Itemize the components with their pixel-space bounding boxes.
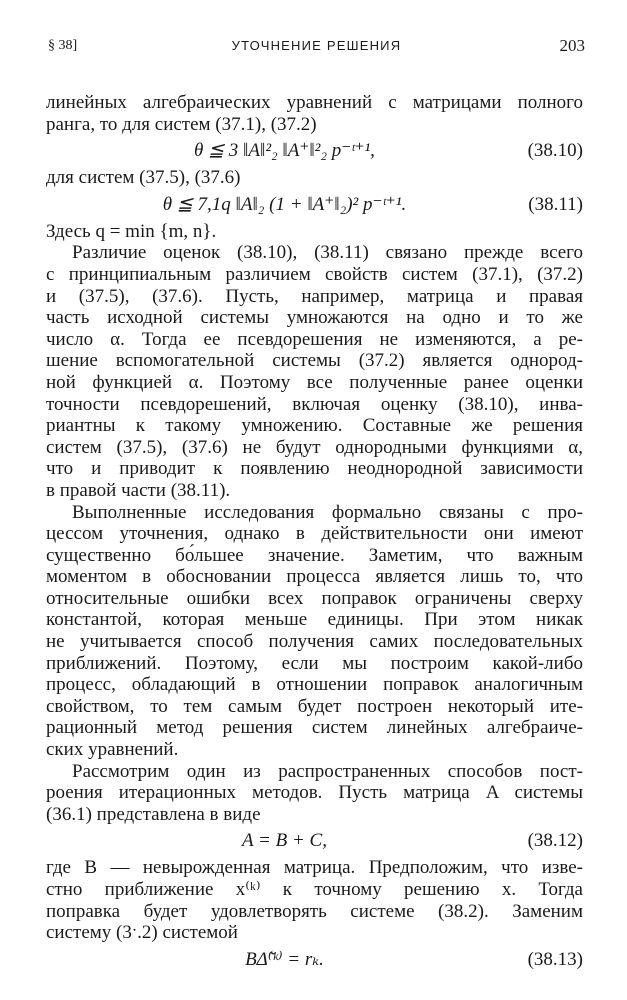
formula-number: (38.13) — [527, 948, 583, 970]
text-line: поправка будет удовлетворять системе (38.2). Заменим — [46, 900, 583, 922]
text-line: моментом в обосновании процесса является лишь то, что — [46, 566, 583, 588]
paragraph-3 — [46, 761, 583, 826]
text-line: процесс, обладающий в отношении поправок аналогичным — [46, 674, 583, 696]
formula-expression: A = B + C, — [242, 830, 327, 852]
text-line: цессом уточнения, однако в действительности они имеют — [46, 523, 583, 545]
text-line: ских уравнений. — [46, 739, 179, 761]
paragraph-2 — [46, 502, 583, 761]
text-line: рационный метод решения систем линейных алгебраиче- — [46, 717, 583, 739]
text-line: стно приближение x⁽ᵏ⁾ к точному решению x. Тогда — [46, 879, 583, 900]
text-line: Здесь q = min {m, n}. — [46, 220, 217, 242]
paragraph-1 — [46, 242, 583, 501]
text-line: для систем (37.5), (37.6) — [46, 167, 241, 189]
text-line: шение вспомогательной системы (37.2) является однород- — [46, 350, 583, 372]
text-line: константой, которая меньше единицы. При этом никак — [46, 609, 583, 631]
text-line: и (37.5), (37.6). Пусть, например, матрица и правая — [46, 285, 583, 307]
formula-expression: θ ≦ 7,1q ‖A‖₂ (1 + ‖A⁺‖₂)² p⁻ᵗ⁺¹. — [162, 193, 407, 215]
text-line: где B — невырожденная матрица. Предположим, что изве- — [46, 857, 583, 879]
formula-38-13 — [46, 946, 583, 974]
running-title: УТОЧНЕНИЕ РЕШЕНИЯ — [231, 38, 402, 53]
text-line: относительные ошибки всех поправок ограничены сверху — [46, 587, 583, 609]
text-line: что и приводит к появлению неоднородной зависимости — [46, 458, 583, 480]
page-body — [46, 92, 583, 976]
text-line: часть исходной системы умножаются на одно и то же — [46, 307, 583, 329]
text-line: систем (37.5), (37.6) не будут однородными функциями α, — [46, 436, 583, 458]
text-line: ранга, то для систем (37.1), (37.2) — [46, 113, 317, 135]
formula-number: (38.11) — [528, 193, 583, 215]
text-line: Рассмотрим один из распространенных способов пост- — [72, 760, 583, 782]
text-line: роения итерационных методов. Пусть матрица A системы — [46, 782, 583, 804]
text-line: (36.1) представлена в виде — [46, 803, 261, 825]
formula-expression: θ ≦ 3 ‖A‖²₂ ‖A⁺‖²₂ p⁻ᵗ⁺¹, — [194, 140, 375, 162]
formula-number: (38.12) — [527, 830, 583, 852]
text-line: Выполненные исследования формально связаны с про- — [72, 501, 583, 523]
text-line: риантны к такому умножению. Составные же решения — [46, 415, 583, 437]
text-line: линейных алгебраических уравнений с матрицами полного — [46, 92, 583, 113]
text-line: в правой части (38.11). — [46, 479, 231, 501]
text-line: Различие оценок (38.10), (38.11) связано прежде всего — [72, 242, 583, 264]
formula-38-12 — [46, 827, 583, 855]
formula-38-10 — [46, 137, 583, 165]
formula-number: (38.10) — [527, 140, 583, 162]
formula-38-11 — [46, 191, 583, 219]
text-line: с принципиальным различием свойств систем (37.1), (37.2) — [46, 263, 583, 285]
paragraph-4 — [46, 857, 583, 943]
text-line: существенно бо́льшее значение. Заметим, что важным — [46, 544, 583, 566]
text-line: ной функцией α. Поэтому все полученные ранее оценки — [46, 371, 583, 393]
text-line: свойством, то тем самым будет построен некоторый ите- — [46, 695, 583, 717]
text-line: не учитывается способ получения самих последовательных — [46, 631, 583, 653]
page-number: 203 — [559, 36, 585, 55]
section-marker: § 38] — [48, 38, 78, 53]
text-line: точности псевдорешений, включая оценку (38.10), инва- — [46, 393, 583, 415]
text-line: систему (3ˑ.2) системой — [46, 922, 238, 944]
text-line: приближений. Поэтому, если мы построим какой-либо — [46, 652, 583, 674]
text-line: число α. Тогда ее псевдорешения не изменяются, а ре- — [46, 328, 583, 350]
running-header — [48, 28, 585, 56]
formula-expression: BΔ̃⁽ᵏ⁾ = rₖ. — [245, 948, 324, 970]
